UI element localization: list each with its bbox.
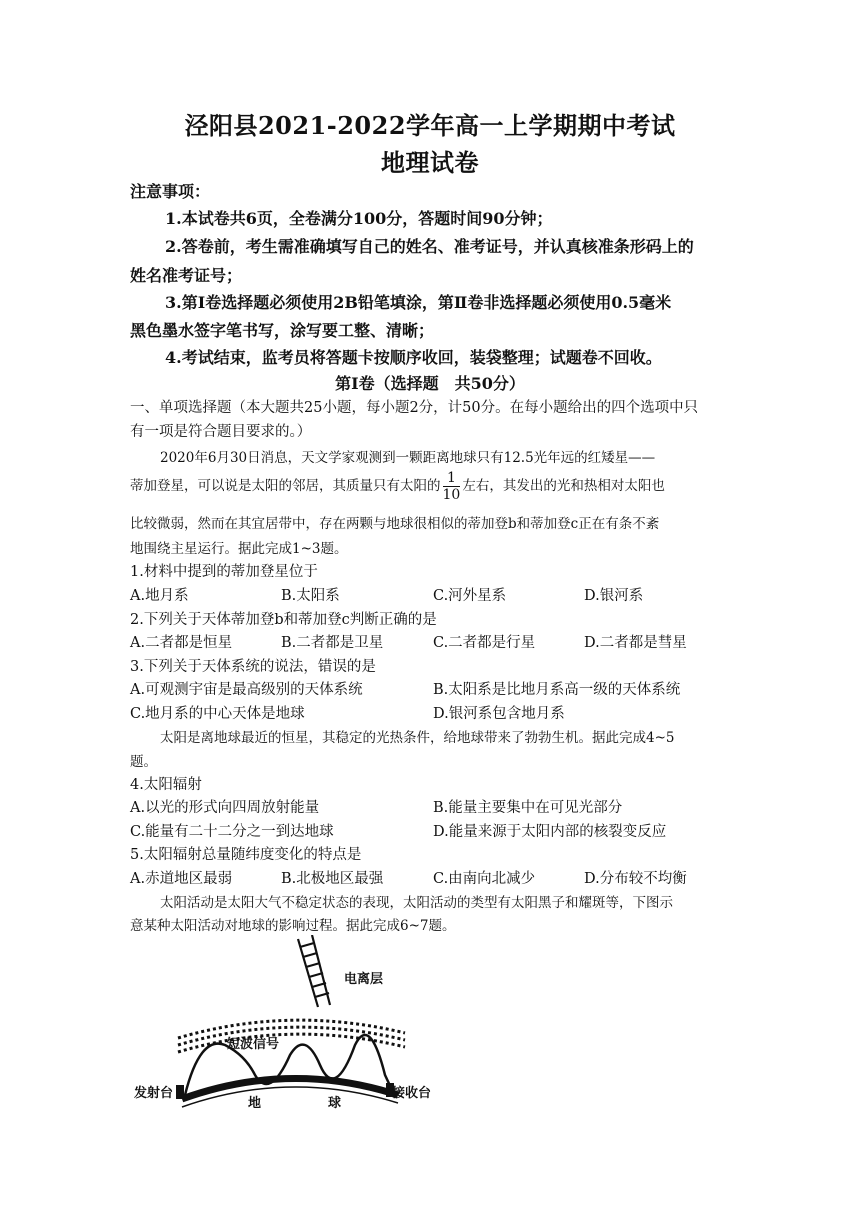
question-1-option-b[interactable]: B.太阳系 bbox=[281, 588, 340, 604]
passage2-line1: 太阳是离地球最近的恒星，其稳定的光热条件，给地球带来了勃勃生机。据此完成4~5 bbox=[160, 730, 675, 746]
question-1-option-c[interactable]: C.河外星系 bbox=[433, 588, 507, 604]
question-1-stem: 1.材料中提到的蒂加登星位于 bbox=[130, 564, 318, 580]
question-2-option-a[interactable]: A.二者都是恒星 bbox=[130, 635, 233, 651]
solar-activity-diagram bbox=[130, 935, 450, 1110]
section-heading: 第I卷（选择题 共50分） bbox=[335, 374, 525, 393]
exam-title: 泾阳县2021-2022学年高一上学期期中考试 bbox=[184, 111, 676, 140]
fraction bbox=[443, 470, 461, 503]
question-5-option-a[interactable]: A.赤道地区最弱 bbox=[130, 871, 233, 887]
passage1-line2 bbox=[130, 466, 665, 506]
passage1-line1: 2020年6月30日消息，天文学家观测到一颗距离地球只有12.5光年远的红矮星—— bbox=[160, 450, 656, 466]
question-5-option-b[interactable]: B.北极地区最强 bbox=[281, 871, 384, 887]
passage1-line2-post: 左右，其发出的光和热相对太阳也 bbox=[462, 478, 665, 494]
notice-item-3b: 黑色墨水签字笔书写，涂写要工整、清晰； bbox=[130, 321, 435, 340]
passage3-line2: 意某种太阳活动对地球的影响过程。据此完成6~7题。 bbox=[130, 918, 456, 934]
solar-ray-icon bbox=[298, 935, 330, 1007]
earth-surface bbox=[182, 1078, 398, 1099]
question-4-option-c[interactable]: C.能量有二十二分之一到达地球 bbox=[130, 824, 334, 840]
question-2-option-d[interactable]: D.二者都是彗星 bbox=[584, 635, 687, 651]
label-shortwave: 短波信号 bbox=[227, 1037, 280, 1052]
ionosphere-band bbox=[178, 1020, 405, 1052]
question-5-stem: 5.太阳辐射总量随纬度变化的特点是 bbox=[130, 847, 362, 863]
label-earth-2: 球 bbox=[328, 1096, 342, 1110]
fraction-numerator: 1 bbox=[443, 470, 461, 487]
passage1-line3: 比较微弱，然而在其宜居带中，存在两颗与地球很相似的蒂加登b和蒂加登c正在有条不紊 bbox=[130, 516, 660, 532]
question-4-stem: 4.太阳辐射 bbox=[130, 777, 202, 793]
question-4-option-d[interactable]: D.能量来源于太阳内部的核裂变反应 bbox=[433, 824, 667, 840]
notice-item-1: 1.本试卷共6页，全卷满分100分，答题时间90分钟； bbox=[165, 209, 553, 228]
notice-item-2b: 姓名准考证号； bbox=[130, 266, 243, 285]
question-5-option-c[interactable]: C.由南向北减少 bbox=[433, 871, 536, 887]
label-earth-1: 地 bbox=[248, 1096, 262, 1110]
question-3-option-b[interactable]: B.太阳系是比地月系高一级的天体系统 bbox=[433, 682, 681, 698]
question-3-option-d[interactable]: D.银河系包含地月系 bbox=[433, 706, 565, 722]
question-3-option-a[interactable]: A.可观测宇宙是最高级别的天体系统 bbox=[130, 682, 363, 698]
question-4-option-b[interactable]: B.能量主要集中在可见光部分 bbox=[433, 800, 623, 816]
notice-item-3a: 3.第I卷选择题必须使用2B铅笔填涂，第Ⅱ卷非选择题必须使用0.5毫米 bbox=[165, 293, 672, 312]
label-receiver: 接收台 bbox=[392, 1086, 432, 1101]
question-1-option-d[interactable]: D.银河系 bbox=[584, 588, 644, 604]
question-2-option-c[interactable]: C.二者都是行星 bbox=[433, 635, 536, 651]
question-2-stem: 2.下列关于天体蒂加登b和蒂加登c判断正确的是 bbox=[130, 612, 437, 628]
question-4-option-a[interactable]: A.以光的形式向四周放射能量 bbox=[130, 800, 320, 816]
passage1-line2-pre: 蒂加登星，可以说是太阳的邻居，其质量只有太阳的 bbox=[130, 478, 441, 494]
question-3-stem: 3.下列关于天体系统的说法，错误的是 bbox=[130, 659, 376, 675]
notice-item-2a: 2.答卷前，考生需准确填写自己的姓名、准考证号，并认真核准条形码上的 bbox=[165, 237, 694, 256]
fraction-denominator: 10 bbox=[442, 487, 461, 503]
section-intro-a: 一、单项选择题（本大题共25小题，每小题2分，计50分。在每小题给出的四个选项中只 bbox=[130, 400, 699, 416]
label-ionosphere: 电离层 bbox=[344, 972, 384, 987]
passage3-line1: 太阳活动是太阳大气不稳定状态的表现，太阳活动的类型有太阳黑子和耀斑等，下图示 bbox=[160, 895, 673, 911]
section-intro-b: 有一项是符合题目要求的。） bbox=[130, 424, 312, 440]
passage2-line2: 题。 bbox=[130, 754, 157, 770]
passage1-line4: 地围绕主星运行。据此完成1~3题。 bbox=[130, 541, 348, 557]
label-transmitter: 发射台 bbox=[134, 1086, 174, 1101]
question-3-option-c[interactable]: C.地月系的中心天体是地球 bbox=[130, 706, 305, 722]
notice-heading: 注意事项： bbox=[130, 182, 211, 201]
exam-subject: 地理试卷 bbox=[381, 148, 479, 177]
question-1-option-a[interactable]: A.地月系 bbox=[130, 588, 189, 604]
notice-item-4: 4.考试结束，监考员将答题卡按顺序收回，装袋整理；试题卷不回收。 bbox=[165, 348, 662, 367]
transmitter-icon bbox=[176, 1085, 184, 1099]
question-5-option-d[interactable]: D.分布较不均衡 bbox=[584, 871, 687, 887]
question-2-option-b[interactable]: B.二者都是卫星 bbox=[281, 635, 384, 651]
